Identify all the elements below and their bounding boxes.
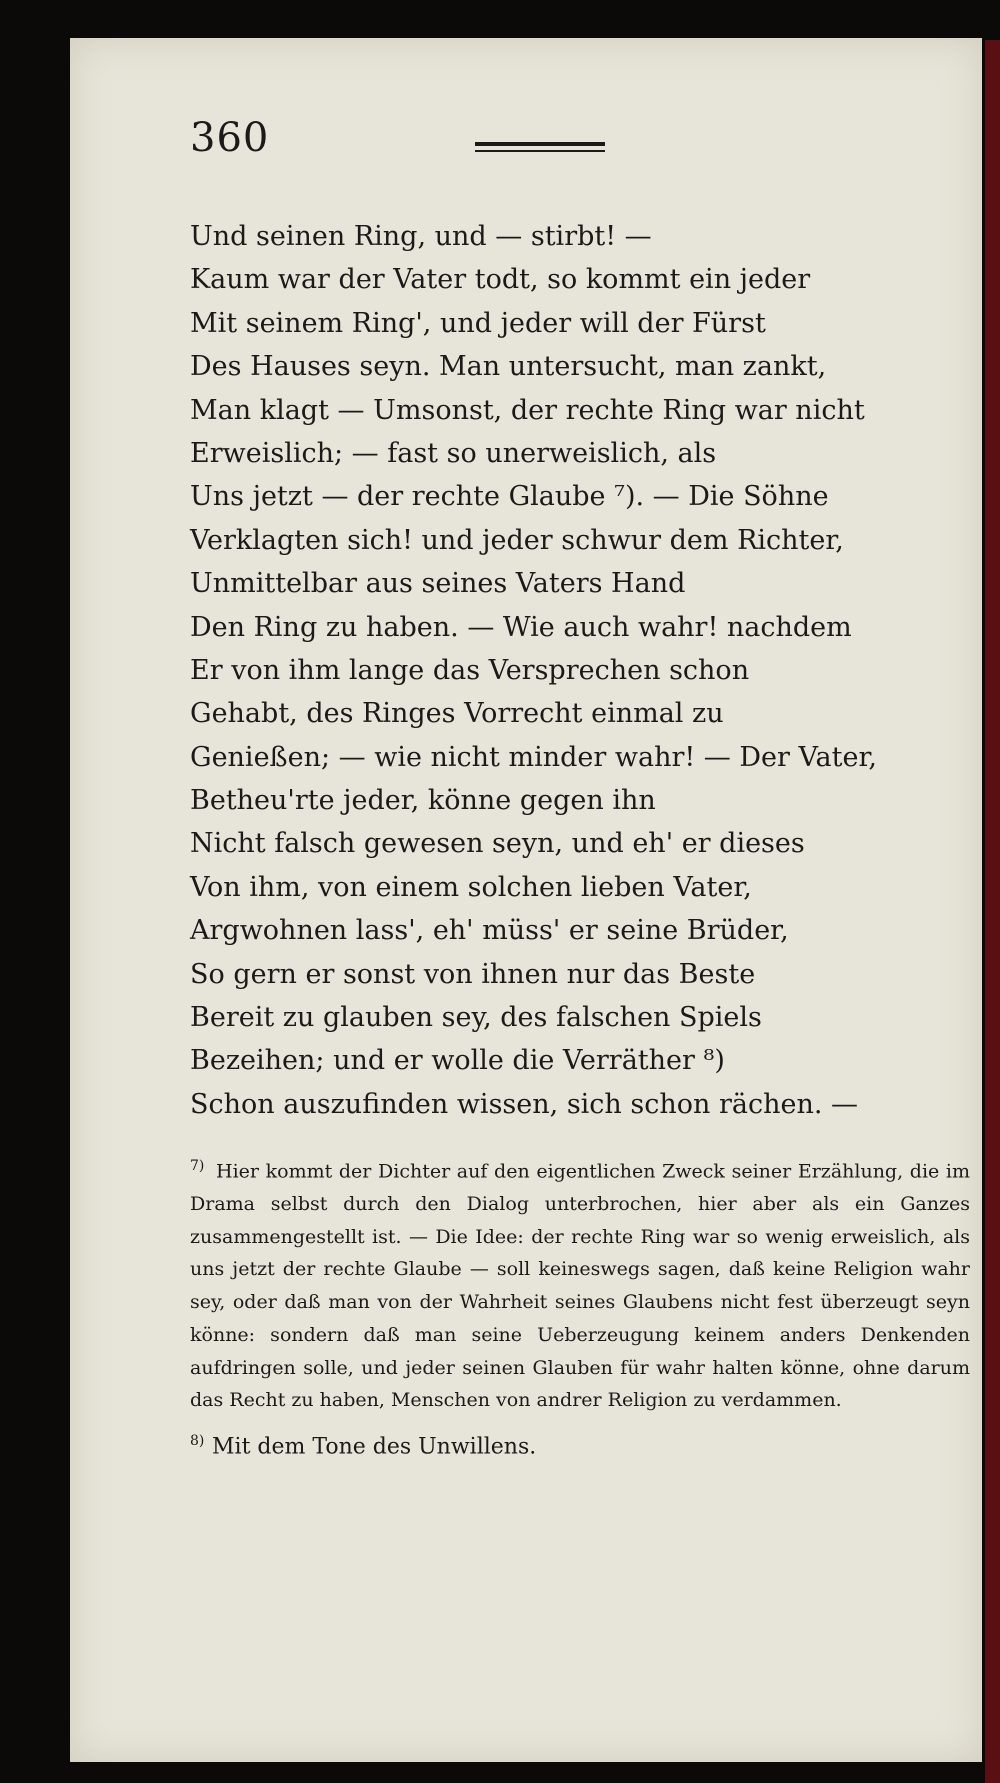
verse-line: Und seinen Ring, und — stirbt! — xyxy=(190,221,652,252)
verse-line: Betheu'rte jeder, könne gegen ihn xyxy=(190,785,656,817)
verse-line: Man klagt — Umsonst, der rechte Ring war nicht xyxy=(190,394,865,426)
footnote-8 xyxy=(190,1425,970,1464)
verse-line: Von ihm, von einem solchen lieben Vater, xyxy=(190,871,752,903)
verse-line: Verklagten sich! und jeder schwur dem Richter, xyxy=(190,524,844,556)
verse-line: Unmittelbar aus seines Vaters Hand xyxy=(190,568,686,600)
page-number: 360 xyxy=(190,115,270,161)
verse-line: Mit seinem Ring', und jeder will der Fürst xyxy=(190,307,766,339)
header-rule xyxy=(475,142,605,146)
footnote-marker: 7) xyxy=(190,1158,205,1174)
verse-line: Bereit zu glauben sey, des falschen Spiels xyxy=(190,1002,762,1034)
verse-line: Den Ring zu haben. — Wie auch wahr! nachdem xyxy=(190,611,852,643)
footnote-7 xyxy=(190,1150,970,1417)
footnote-text: Hier kommt der Dichter auf den eigentlichen Zweck seiner Erzählung, die im Drama selbst durch den Dialog unterbrochen, hier aber als ein Ganzes zusammengestellt ist. — Die Idee: der rechte Ring war so wenig erweislich, als uns jetzt der rechte Glaube — soll keineswegs sagen, daß keine Religion wahr sey, oder daß man von der Wahrheit seines Glaubens nicht fest überzeugt seyn könne: sondern daß man seine Ueberzeugung keinem anders Denkenden aufdringen solle, und jeder seinen Glauben für wahr halten könne, ohne darum das Recht zu haben, Menschen von andrer Religion zu verdammen. xyxy=(190,1160,970,1412)
verse-line: Uns jetzt — der rechte Glaube ⁷). — Die Söhne xyxy=(190,481,829,513)
verse-line: Bezeihen; und er wolle die Verräther ⁸) xyxy=(190,1045,725,1077)
footnote-marker: 8) xyxy=(190,1432,205,1449)
verse-line: Genießen; — wie nicht minder wahr! — Der Vater, xyxy=(190,741,877,773)
verse-line: Er von ihm lange das Versprechen schon xyxy=(190,654,750,686)
verse-line: So gern er sonst von ihnen nur das Beste xyxy=(190,958,756,990)
verse-line: Gehabt, des Ringes Vorrecht einmal zu xyxy=(190,698,724,730)
verse-line: Nicht falsch gewesen seyn, und eh' er dieses xyxy=(190,828,805,860)
footnotes xyxy=(190,1150,970,1464)
page-header xyxy=(190,115,760,175)
verse-line: Erweislich; — fast so unerweislich, als xyxy=(190,437,717,469)
verse-line: Kaum war der Vater todt, so kommt ein jeder xyxy=(190,264,811,296)
verse-line: Schon auszufinden wissen, sich schon rächen. — xyxy=(190,1088,859,1120)
verse-line: Argwohnen lass', eh' müss' er seine Brüder, xyxy=(190,915,789,947)
verse-line: Des Hauses seyn. Man untersucht, man zankt, xyxy=(190,351,827,383)
book-edge xyxy=(985,40,1000,1783)
verse-text xyxy=(190,215,970,1126)
header-rule-thin xyxy=(475,150,605,152)
footnote-text: Mit dem Tone des Unwillens. xyxy=(212,1434,537,1460)
